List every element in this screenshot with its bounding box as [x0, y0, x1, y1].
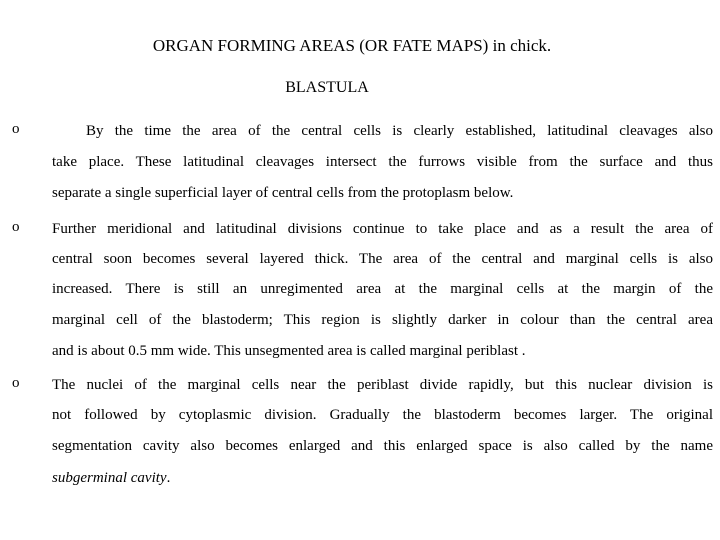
text-line: take place. These latitudinal cleavages intersect the furrows visible from the surface and thus — [52, 154, 713, 170]
section-heading: BLASTULA — [285, 79, 369, 96]
text-line: increased. There is still an unregimented area at the marginal cells at the margin of the — [52, 281, 713, 297]
italic-term: subgerminal cavity — [52, 470, 167, 486]
period: . — [166, 470, 171, 486]
text-line: marginal cell of the blastoderm; This region is slightly darker in colour than the central area — [52, 312, 713, 328]
page-title: ORGAN FORMING AREAS (OR FATE MAPS) in chick. — [152, 36, 552, 55]
bullet-marker: o — [12, 375, 20, 391]
text-line: central soon becomes several layered thick. The area of the central and marginal cells is also — [52, 251, 713, 267]
text-line: and is about 0.5 mm wide. This unsegmented area is called marginal periblast . — [52, 343, 526, 359]
text-line: not followed by cytoplasmic division. Gradually the blastoderm becomes larger. The original — [52, 407, 713, 423]
text-line: separate a single superficial layer of central cells from the protoplasm below. — [52, 185, 514, 201]
text-line: By the time the area of the central cells is clearly established, latitudinal cleavages also — [86, 123, 713, 139]
text-line: Further meridional and latitudinal divisions continue to take place and as a result the area of — [52, 221, 713, 237]
text-line: segmentation cavity also becomes enlarged and this enlarged space is also called by the name — [52, 438, 713, 454]
bullet-marker: o — [12, 121, 20, 137]
text-line — [52, 468, 713, 488]
bullet-marker: o — [12, 219, 20, 235]
text-line: The nuclei of the marginal cells near the periblast divide rapidly, but this nuclear division is — [52, 377, 713, 393]
